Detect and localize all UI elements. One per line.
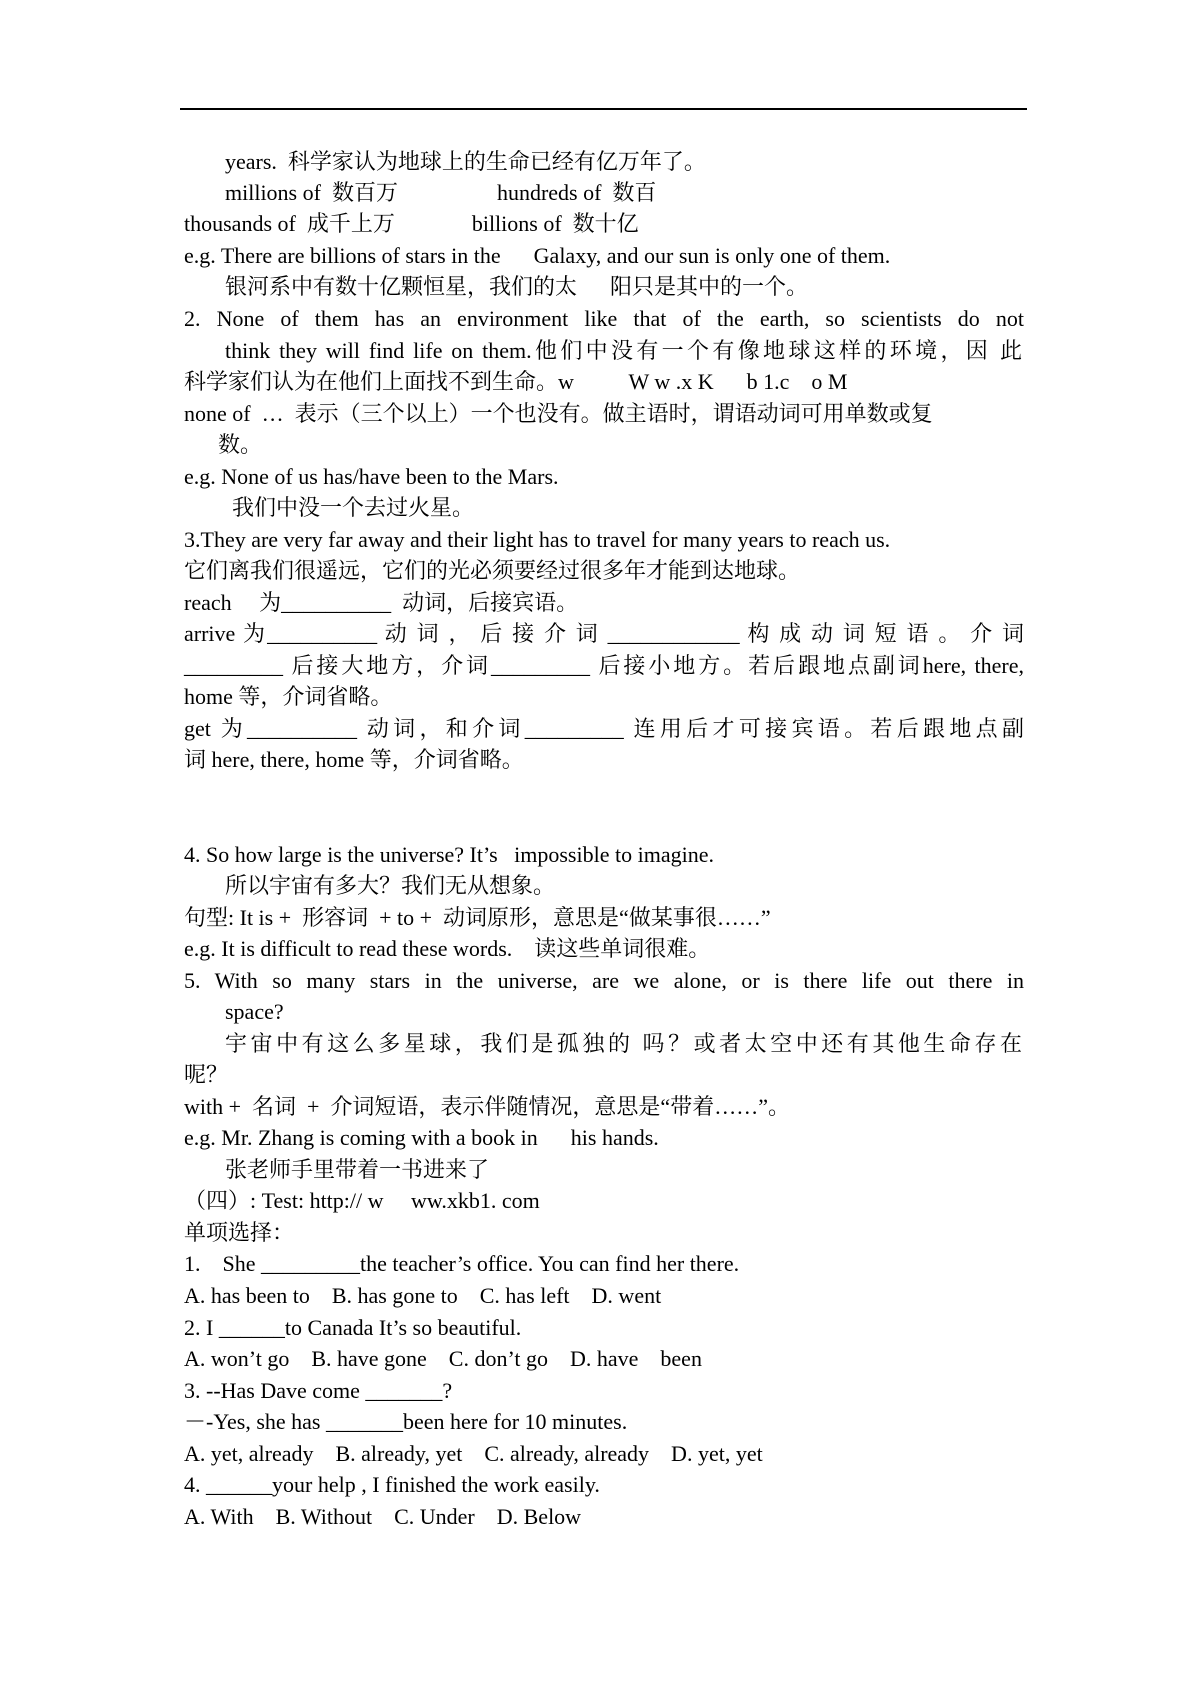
text-line: 呢？	[184, 1062, 229, 1087]
text-line: e.g. There are billions of stars in the Galaxy, and our sun is only one of them.	[184, 243, 891, 268]
text-line: 2. I ______to Canada It’s so beautiful.	[184, 1315, 522, 1340]
text-line: 单项选择：	[184, 1220, 295, 1245]
text-line: _________ 后接大地方，介词_________ 后接小地方。若后跟地点副词here, there,	[184, 653, 1024, 678]
text-line: 4. ______your help , I finished the work easily.	[184, 1472, 600, 1497]
text-line: 1. She _________the teacher’s office. You can find her there.	[184, 1251, 740, 1276]
text-line: 张老师手里带着一书进来了	[225, 1157, 490, 1182]
text-line: get 为__________ 动词，和介词_________ 连用后才可接宾语。若后跟地点副	[184, 716, 1024, 741]
text-line: 词 here, there, home 等，介词省略。	[184, 747, 524, 772]
text-line: 3.They are very far away and their light has to travel for many years to reach us.	[184, 527, 891, 552]
text-line: space?	[225, 999, 284, 1024]
text-line: 我们中没一个去过火星。	[232, 495, 475, 520]
text-line: A. has been to B. has gone to C. has left D. went	[184, 1283, 662, 1308]
text-line: years. 科学家认为地球上的生命已经有亿万年了。	[225, 149, 706, 174]
text-line: A. won’t go B. have gone C. don’t go D. have been	[184, 1346, 702, 1371]
text-line: 银河系中有数十亿颗恒星，我们的太 阳只是其中的一个。	[225, 274, 809, 299]
text-line: A. With B. Without C. Under D. Below	[184, 1504, 582, 1529]
text-line: think they will find life on them.他们中没有一个有像地球这样的环境，因 此	[225, 338, 1022, 363]
text-line: reach 为__________ 动词，后接宾语。	[184, 590, 579, 615]
header-rule	[180, 108, 1027, 110]
text-line: e.g. Mr. Zhang is coming with a book in his hands.	[184, 1125, 659, 1150]
text-line: 4. So how large is the universe? It’s impossible to imagine.	[184, 842, 714, 867]
text-line: 2. None of them has an environment like that of the earth, so scientists do not	[184, 306, 1024, 331]
text-line: （四）: Test: http:// w ww.xkb1. com	[184, 1188, 540, 1213]
text-line: 宇宙中有这么多星球，我们是孤独的 吗？或者太空中还有其他生命存在	[225, 1031, 1022, 1056]
text-line: with + 名词 + 介词短语，表示伴随情况，意思是“带着……”。	[184, 1094, 790, 1119]
text-line: e.g. It is difficult to read these words. 读这些单词很难。	[184, 936, 711, 961]
text-line: －-Yes, she has _______been here for 10 minutes.	[184, 1409, 628, 1434]
text-line: none of … 表示（三个以上）一个也没有。做主语时，谓语动词可用单数或复	[184, 401, 933, 426]
text-line: 科学家们认为在他们上面找不到生命。w W w .x K b 1.c o M	[184, 369, 848, 394]
text-line: 所以宇宙有多大？我们无从想象。	[225, 873, 556, 898]
text-line: millions of 数百万 hundreds of 数百	[225, 180, 657, 205]
text-line: 它们离我们很遥远，它们的光必须要经过很多年才能到达地球。	[184, 558, 801, 583]
text-line: 数。	[218, 432, 263, 457]
text-line: arrive 为__________ 动 词 ， 后 接 介 词 ____________ 构 成 动 词 短 语 。 介 词	[184, 621, 1024, 646]
text-line: A. yet, already B. already, yet C. already, already D. yet, yet	[184, 1441, 763, 1466]
text-line: home 等，介词省略。	[184, 684, 393, 709]
text-line: 3. --Has Dave come _______?	[184, 1378, 453, 1403]
text-line: 句型: It is + 形容词 + to + 动词原形，意思是“做某事很……”	[184, 905, 771, 930]
text-line: e.g. None of us has/have been to the Mars.	[184, 464, 559, 489]
text-line: thousands of 成千上万 billions of 数十亿	[184, 211, 639, 236]
text-line: 5. With so many stars in the universe, are we alone, or is there life out there in	[184, 968, 1024, 993]
